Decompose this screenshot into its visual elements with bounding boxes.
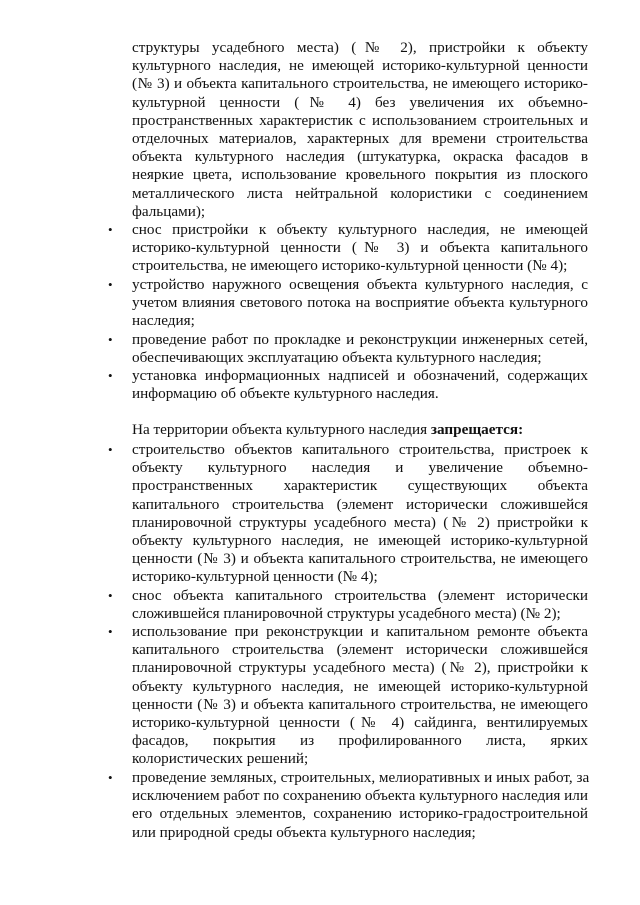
text-line: устройство наружного освещения объекта культурного наследия, с xyxy=(132,276,588,293)
text-line: фасадов, покрытия из профилированного листа, ярких xyxy=(132,732,588,750)
heading-bold-text: запрещается: xyxy=(430,421,524,438)
heading-text: На территории объекта культурного наследия xyxy=(132,421,431,438)
text-line: отделочных материалов, характерных для времени строительства xyxy=(132,130,588,147)
text-line: планировочной структуры усадебного места) (№ 2), пристройки к xyxy=(132,659,588,677)
text-line: или природной среды объекта культурного наследия; xyxy=(132,823,476,841)
text-line: капитального строительства (элемент исторически сложившейся xyxy=(132,641,588,659)
bullet-marker: • xyxy=(108,277,113,292)
text-line: информацию об объекте культурного наследия. xyxy=(132,385,439,403)
text-line: неяркие цвета, использование кровельного покрытия из плоского xyxy=(132,166,588,184)
text-line: сложившейся планировочной структуры усадебного места) (№ 2); xyxy=(132,605,561,623)
text-line: объекту культурного наследия, не имеющей историко-культурной xyxy=(132,677,588,695)
text-line: культурной ценности (№ 4) без увеличения их объемно- xyxy=(132,93,588,111)
text-line: пространственных характеристик существующих объекта xyxy=(132,477,588,495)
text-line: историко-культурной ценности (№ 3) и объекта капитального xyxy=(132,239,588,257)
bullet-marker: • xyxy=(108,624,113,639)
text-line: историко-культурной ценности (№ 4) сайдинга, вентилируемых xyxy=(132,714,588,731)
text-line: проведение работ по прокладке и реконструкции инженерных сетей, xyxy=(132,331,588,348)
heading-line xyxy=(132,421,588,439)
text-line: объекту культурного наследия, не имеющей историко-культурной xyxy=(132,532,588,549)
text-line: снос пристройки к объекту культурного наследия, не имеющей xyxy=(132,221,588,238)
text-line: историко-культурной ценности (№ 4); xyxy=(132,568,378,586)
bullet-marker: • xyxy=(108,368,113,383)
text-line: объекту культурного наследия и увеличение объемно- xyxy=(132,459,588,477)
text-line: установка информационных надписей и обозначений, содержащих xyxy=(132,367,588,384)
bullet-marker: • xyxy=(108,770,113,785)
text-line: капитального строительства (элемент исторически сложившейся xyxy=(132,495,588,513)
text-line: снос объекта капитального строительства (элемент исторически xyxy=(132,587,588,604)
text-line: исключением работ по сохранению объекта культурного наследия или xyxy=(132,787,588,805)
text-line: строительство объектов капитального строительства, пристроек к xyxy=(132,441,588,458)
text-line: его отдельных элементов, сохранению историко-градостроительной xyxy=(132,805,588,823)
text-line: фальцами); xyxy=(132,202,206,220)
text-line: пространственных характеристик с использованием строительных и xyxy=(132,111,588,129)
text-line: планировочной структуры усадебного места) (№ 2) пристройки к xyxy=(132,513,588,531)
text-line: структуры усадебного места) (№ 2), пристройки к объекту xyxy=(132,39,588,56)
text-line: ценности (№ 3) и объекта капитального строительства, не имеющего xyxy=(132,550,588,568)
text-line: учетом влияния светового потока на восприятие объекта культурного xyxy=(132,294,588,312)
text-line: строительства, не имеющего историко-культурной ценности (№ 4); xyxy=(132,257,568,275)
text-line: объекта культурного наследия (штукатурка, окраска фасадов в xyxy=(132,148,588,166)
text-line: обеспечивающих эксплуатацию объекта культурного наследия; xyxy=(132,349,542,367)
text-line: колористических решений; xyxy=(132,750,309,768)
text-line: (№ 3) и объекта капитального строительства, не имеющего историко- xyxy=(132,75,588,93)
text-line: ценности (№ 3) и объекта капитального строительства, не имеющего xyxy=(132,695,588,713)
bullet-marker: • xyxy=(108,442,113,457)
text-line: использование при реконструкции и капитальном ремонте объекта xyxy=(132,623,588,640)
bullet-marker: • xyxy=(108,222,113,237)
text-line: проведение земляных, строительных, мелиоративных и иных работ, за xyxy=(132,769,590,786)
bullet-marker: • xyxy=(108,332,113,347)
text-line: культурного наследия, не имеющей историко-культурной ценности xyxy=(132,57,588,75)
text-line: металлического листа нейтральной колористики с соединением xyxy=(132,184,588,202)
text-line: наследия; xyxy=(132,312,195,330)
bullet-marker: • xyxy=(108,588,113,603)
